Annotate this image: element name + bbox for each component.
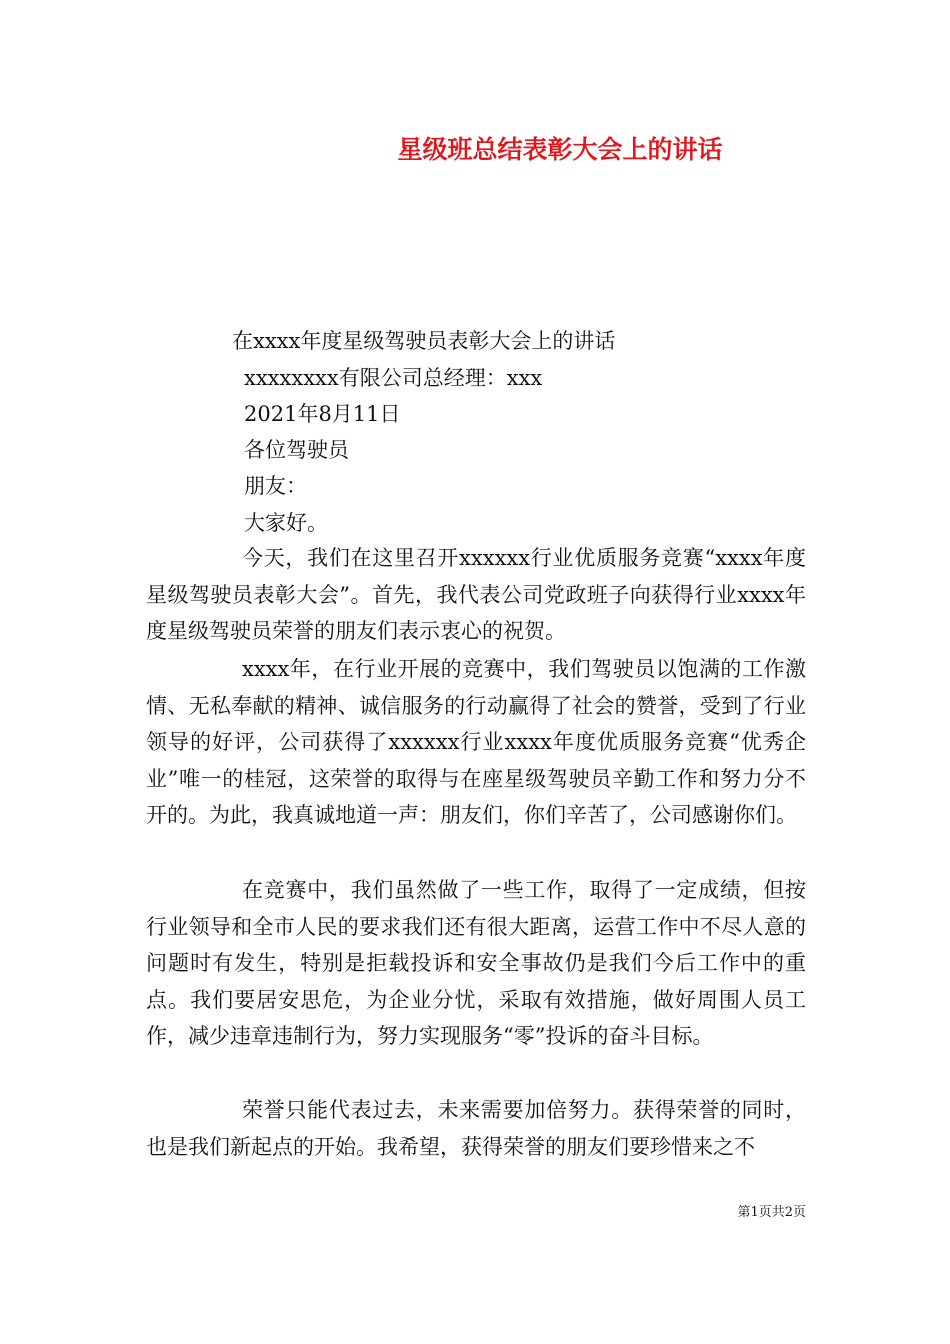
speaker-line: xxxxxxxx有限公司总经理：xxx	[244, 366, 543, 390]
body-paragraph: 荣誉只能代表过去，未来需要加倍努力。获得荣誉的同时，也是我们新起点的开始。我希望，获得荣誉的朋友们要珍惜来之不	[146, 1098, 806, 1159]
document-title: 星级班总结表彰大会上的讲话	[397, 135, 723, 164]
body-paragraph: xxxx年，在行业开展的竞赛中，我们驾驶员以饱满的工作激情、无私奉献的精神、诚信服务的行动赢得了社会的赞誉，受到了行业领导的好评，公司获得了xxxxxx行业xxxx年度优质服务竞赛“优秀企业”唯一的桂冠，这荣誉的取得与在座星级驾驶员辛勤工作和努力分不开的。为此，我真诚地道一声：朋友们，你们辛苦了，公司感谢你们。	[146, 657, 806, 827]
date-line: 2021年8月11日	[244, 402, 401, 426]
greeting-line: 大家好。	[244, 511, 328, 535]
speech-title: 在xxxx年度星级驾驶员表彰大会上的讲话	[232, 329, 616, 353]
page-footer: 第1页共2页	[737, 1205, 806, 1220]
greeting-line: 各位驾驶员	[244, 438, 349, 462]
body-paragraph: 今天，我们在这里召开xxxxxx行业优质服务竞赛“xxxx年度星级驾驶员表彰大会”。首先，我代表公司党政班子向获得行业xxxx年度星级驾驶员荣誉的朋友们表示衷心的祝贺。	[146, 546, 806, 643]
greeting-line: 朋友：	[244, 474, 307, 498]
body-paragraph: 在竞赛中，我们虽然做了一些工作，取得了一定成绩，但按行业领导和全市人民的要求我们还有很大距离，运营工作中不尽人意的问题时有发生，特别是拒载投诉和安全事故仍是我们今后工作中的重点。我们要居安思危，为企业分忧，采取有效措施，做好周围人员工作，减少违章违制行为，努力实现服务“零”投诉的奋斗目标。	[146, 878, 806, 1048]
